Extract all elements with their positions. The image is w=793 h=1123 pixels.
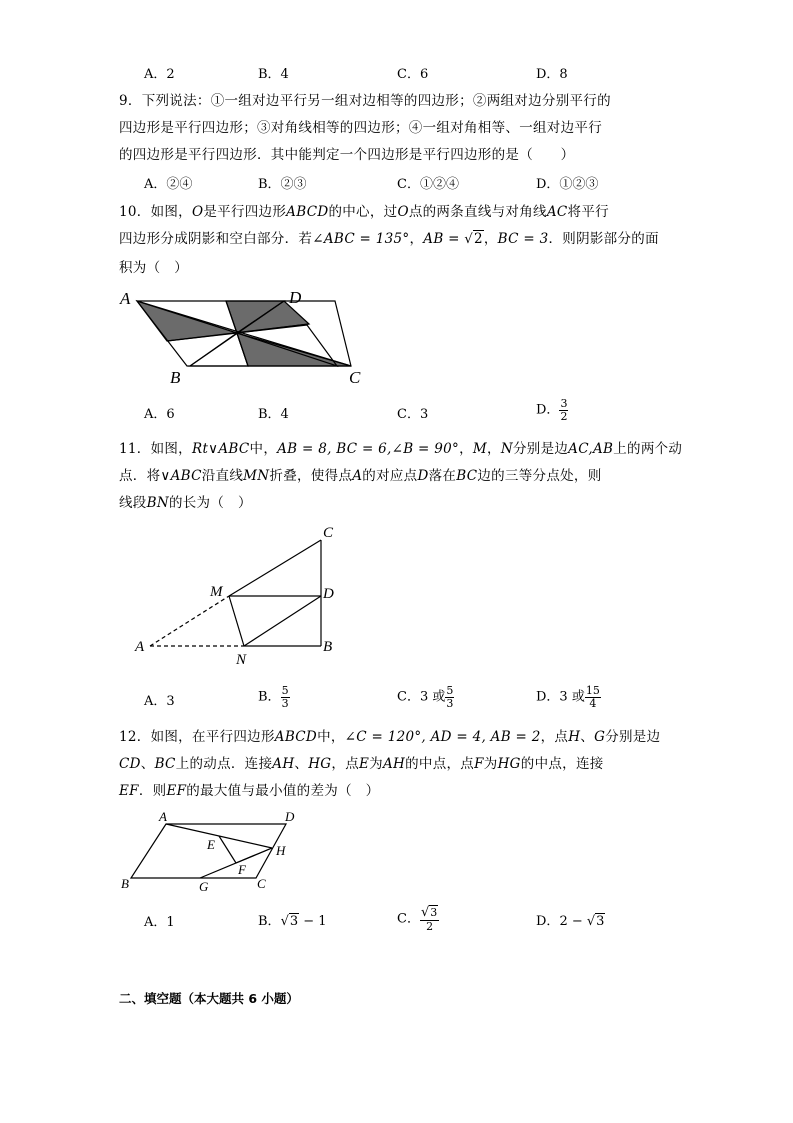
q11-label-a: A [135,639,145,655]
q9-line-3: 的四边形是平行四边形．其中能判定一个四边形是平行四边形的是（ ） [119,147,575,163]
q11-label-n: N [236,652,247,668]
q12-label-e: E [207,837,215,852]
q11-label-b: B [323,639,333,655]
q8-option-b: B．4 [258,67,289,82]
q10-option-c: C．3 [397,407,429,422]
q10-option-a: A．6 [144,407,175,422]
q8-option-c: C．6 [397,67,429,82]
q12-label-f: F [238,862,246,877]
q12-label-b: B [121,876,129,891]
q11-line-3: 线段BN的长为（ ） [119,495,252,511]
q12-line-2: CD、BC上的动点．连接AH、HG，点E为AH的中点，点F为HG的中点，连接 [119,756,604,772]
q11-label-m: M [210,584,223,600]
q12-line-3: EF．则EF的最大值与最小值的差为（ ） [119,783,380,799]
q11-option-c: C．3 或 $\frac{5}{3}$ [397,684,454,710]
q10-label-c: C [349,368,361,387]
q9-option-c: C．①②④ [397,177,459,192]
q10-line-3: 积为（ ） [119,260,188,276]
q11-option-d: D．3 或 $\frac{15}{4}$ [536,684,600,710]
q10-line-1: 10．如图，O是平行四边形ABCD的中心，过O点的两条直线与对角线AC将平行 [119,204,609,220]
q10-option-d: D． $\frac{3}{2}$ [536,397,568,423]
q9-option-a: A．②④ [144,177,193,192]
q11-option-a: A．3 [144,694,175,709]
q10-option-b: B．4 [258,407,289,422]
section-2-heading: 二、填空题（本大题共 6 小题） [119,991,299,1006]
q12-option-a: A．1 [144,915,175,930]
q12-label-c: C [257,876,266,891]
q9-option-b: B．②③ [258,177,307,192]
q12-label-a: A [159,809,167,824]
q12-label-h: H [276,843,286,858]
q12-line-1: 12．如图，在平行四边形ABCD中，∠C = 120°, AD = 4, AB = 2，点H、G分别是边 [119,729,661,745]
q11-label-c: C [323,525,334,541]
q9-line-1: 9．下列说法：①一组对边平行另一组对边相等的四边形；②两组对边分别平行的 [119,93,611,109]
q12-label-g: G [199,879,209,894]
q12-option-d: D．2 − √3 [536,914,605,929]
q9-option-d: D．①②③ [536,177,599,192]
q11-line-2: 点．将∨ABC沿直线MN折叠，使得点A的对应点D落在BC边的三等分点处，则 [119,468,602,484]
q8-option-d: D．8 [536,67,568,82]
q11-option-b: B． $\frac{5}{3}$ [258,684,289,710]
q12-option-b: B．√3 − 1 [258,914,327,929]
q10-label-a: A [120,289,131,308]
q12-label-d: D [285,809,295,824]
q8-option-a: A．2 [144,67,175,82]
q11-label-d: D [323,586,334,602]
q10-label-d: D [289,288,302,307]
q10-label-b: B [170,368,181,387]
q11-line-1: 11．如图，Rt∨ABC中，AB = 8, BC = 6,∠B = 90°，M，N分别是边AC,AB上的两个动 [119,441,683,457]
q9-line-2: 四边形是平行四边形；③对角线相等的四边形；④一组对角相等、一组对边平行 [119,120,602,136]
q10-line-2: 四边形分成阴影和空白部分．若∠ABC = 135°，AB = √2，BC = 3．则阴影部分的面 [119,231,659,247]
q12-option-c: C． $\frac{√3}{2}$ [397,905,438,933]
